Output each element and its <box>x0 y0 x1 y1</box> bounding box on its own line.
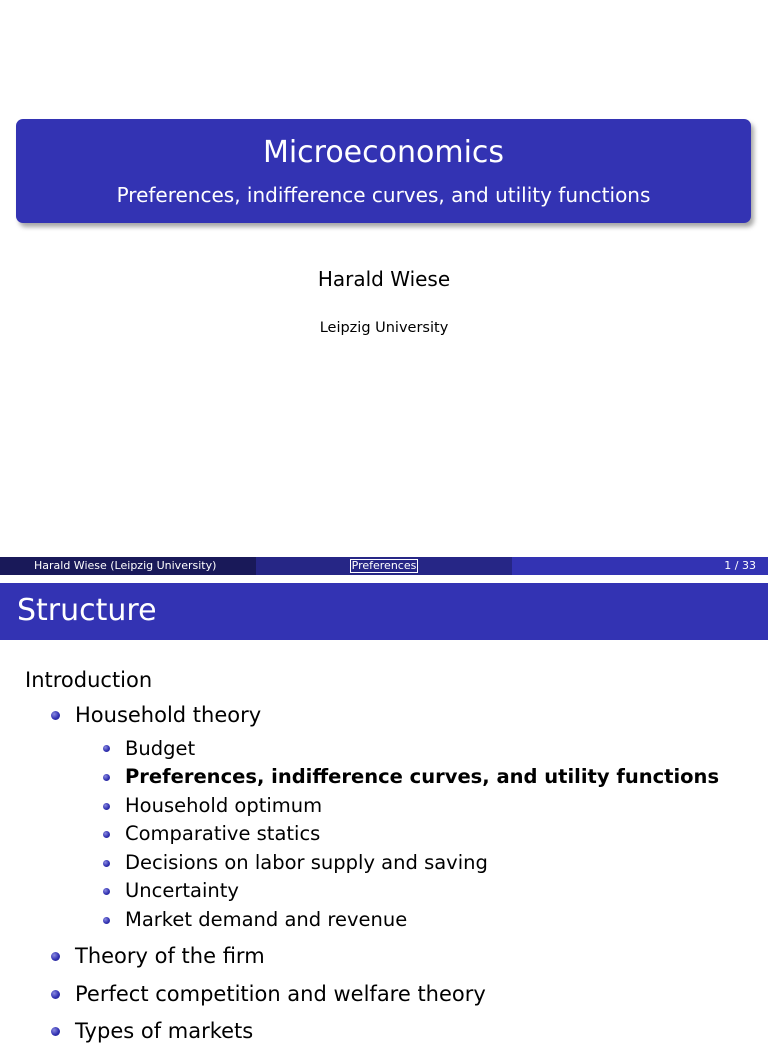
presentation-subtitle: Preferences, indifference curves, and utility functions <box>116 183 651 207</box>
bullet-icon <box>51 952 60 961</box>
outline-subitem: Household optimum <box>125 794 323 817</box>
outline <box>0 660 768 1043</box>
bullet-icon <box>51 1027 60 1036</box>
footline-author-text: Harald Wiese (Leipzig University) <box>34 559 217 572</box>
outline-subitem: Market demand and revenue <box>125 908 408 931</box>
page-number-text: 1 / 33 <box>724 559 756 572</box>
institute-name: Leipzig University <box>319 320 449 336</box>
bullet-icon <box>51 711 60 720</box>
footline-title[interactable] <box>256 557 512 575</box>
outline-item: Types of markets <box>75 1019 254 1043</box>
footline-author <box>0 557 256 575</box>
footline-page-number <box>512 557 768 575</box>
outline-subitem-current: Preferences, indifference curves, and utility functions <box>125 765 720 788</box>
frame-title: Structure <box>17 593 157 628</box>
outline-subitem: Decisions on labor supply and saving <box>125 851 488 874</box>
outline-subitem: Comparative statics <box>125 822 321 845</box>
outline-subitem: Budget <box>125 737 196 760</box>
bullet-icon <box>103 917 110 924</box>
bullet-icon <box>103 745 110 752</box>
bullet-icon <box>103 831 110 838</box>
author-name: Harald Wiese <box>317 267 451 291</box>
outline-item: Theory of the firm <box>75 944 265 968</box>
bullet-icon <box>103 774 110 781</box>
bullet-icon <box>103 803 110 810</box>
footline-title-link[interactable]: Preferences <box>351 559 417 572</box>
outline-section: Introduction <box>25 668 153 692</box>
frame-title-bar <box>0 583 768 640</box>
outline-item: Household theory <box>75 703 262 727</box>
outline-item: Perfect competition and welfare theory <box>75 982 486 1006</box>
bullet-icon <box>51 990 60 999</box>
outline-subitem: Uncertainty <box>125 879 239 902</box>
bullet-icon <box>103 860 110 867</box>
bullet-icon <box>103 888 110 895</box>
presentation-title: Microeconomics <box>262 135 505 170</box>
title-block <box>16 119 751 223</box>
footline <box>0 557 768 575</box>
